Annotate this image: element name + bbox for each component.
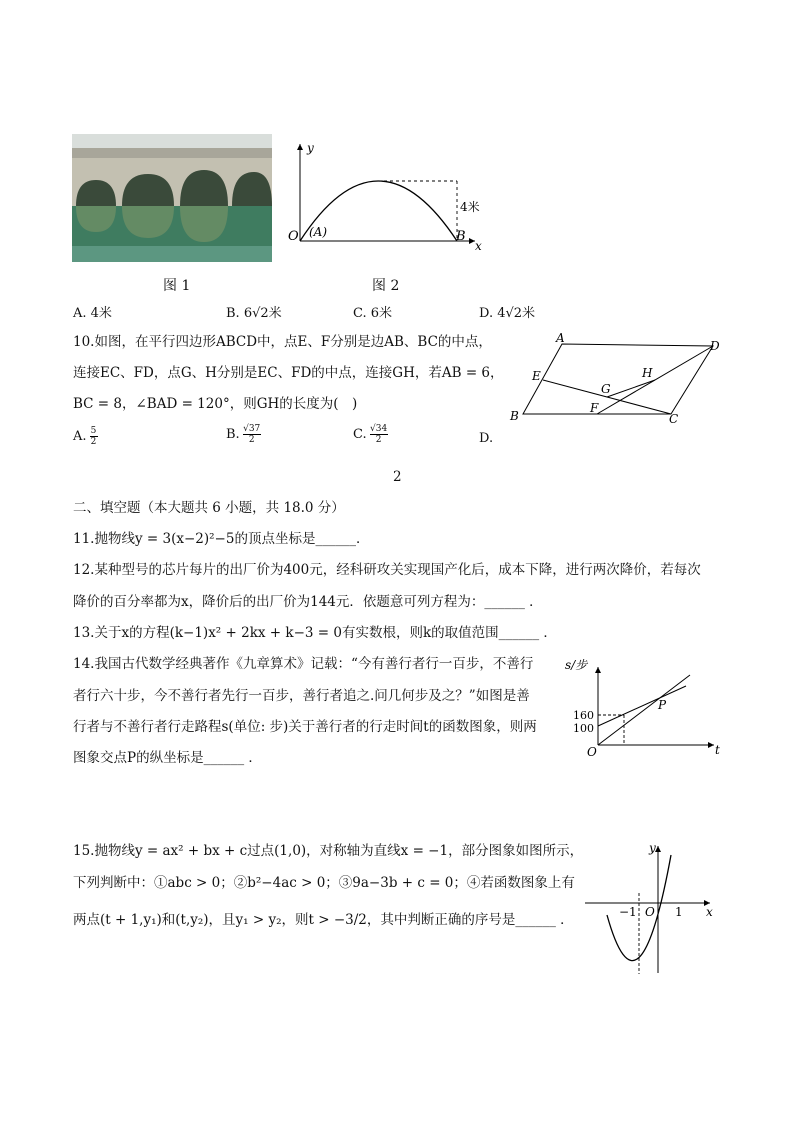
q15-parabola-graph (585, 838, 720, 978)
q14-origin-label: O (587, 745, 597, 759)
q9-option-d: D. 4√2米 (479, 306, 536, 321)
q10-option-b-num: √37 (243, 424, 261, 434)
fig2-height-label: 4米 (460, 200, 480, 214)
q14-distance-time-graph (562, 655, 727, 760)
q14-tick-160: 160 (573, 709, 594, 722)
q12-line-1: 12.某种型号的芯片每片的出厂价为400元，经科研攻关实现国产化后，成本下降，进行两次降价，若每次 (73, 562, 701, 578)
q9-option-c: C. 6米 (353, 306, 393, 321)
q10-line-1: 10.如图，在平行四边形ABCD中，点E、F分别是边AB、BC的中点， (73, 334, 492, 350)
q10-label-e: E (532, 369, 541, 383)
fig2-b-label: B (456, 229, 466, 244)
q14-line-3: 行者与不善行者行走路程s(单位: 步)关于善行者的行走时间t的函数图象，则两 (73, 719, 537, 735)
q15-tick-minus1: −1 (619, 905, 637, 919)
q12-line-2: 降价的百分率都为x，降价后的出厂价为144元．依题意可列方程为：______ ． (73, 594, 543, 610)
q10-label-c: C (669, 412, 679, 426)
fig2-origin-label: O (288, 229, 299, 244)
figure-1-caption: 图 1 (163, 278, 191, 294)
fig2-a-label: (A) (309, 225, 328, 239)
section-2-heading: 二、填空题（本大题共 6 小题，共 18.0 分） (73, 500, 345, 516)
q10-option-c-label: C. (353, 427, 367, 442)
q13-text: 13.关于x的方程(k−1)x² + 2kx + k−3 = 0有实数根，则k的取值范围______ ． (73, 625, 557, 641)
page-number: 2 (393, 469, 402, 485)
q10-label-f: F (590, 401, 599, 415)
q10-parallelogram-figure (505, 330, 730, 430)
q15-line-3: 两点(t + 1,y₁)和(t,y₂)，且y₁ > y₂，则t > −3/2，其中判断正确的序号是______ ． (73, 912, 574, 928)
q10-label-g: G (601, 382, 611, 396)
q15-line-1: 15.抛物线y = ax² + bx + c过点(1,0)，对称轴为直线x = −1，部分图象如图所示， (73, 843, 584, 859)
q10-line-2: 连接EC、FD，点G、H分别是EC、FD的中点，连接GH，若AB = 6， (73, 365, 504, 381)
q14-line-4: 图象交点P的纵坐标是______ ． (73, 750, 262, 766)
q10-line-3: BC = 8，∠BAD = 120°，则GH的长度为( ) (73, 396, 358, 412)
q10-option-d: D. (479, 431, 494, 446)
q10-label-h: H (642, 366, 653, 380)
q10-option-b-den: 2 (248, 435, 255, 445)
q15-y-axis-label: y (649, 841, 656, 855)
q10-label-d: D (710, 339, 720, 353)
q15-x-axis-label: x (706, 905, 713, 919)
q15-origin-label: O (645, 905, 655, 919)
q10-option-a-num: 5 (90, 426, 97, 436)
q10-option-b (226, 424, 261, 445)
bridge-photo (72, 134, 272, 262)
q10-option-c-den: 2 (375, 435, 382, 445)
bridge-illustration (72, 134, 272, 262)
q10-label-a: A (556, 331, 565, 345)
q10-option-a (73, 426, 98, 447)
q10-option-c (353, 424, 388, 445)
q14-line-1: 14.我国古代数学经典著作《九章算术》记载：“今有善行者行一百步，不善行 (73, 656, 534, 672)
q14-tick-100: 100 (573, 722, 594, 735)
figure-2-parabola (285, 138, 485, 253)
fig2-y-label: y (307, 141, 314, 155)
q10-option-b-label: B. (226, 427, 240, 442)
q11-text: 11.抛物线y = 3(x−2)²−5的顶点坐标是______． (73, 531, 370, 547)
q10-option-a-label: A. (73, 429, 87, 444)
q15-line-2: 下列判断中：①abc > 0；②b²−4ac > 0；③9a−3b + c = 0；④若函数图象上有 (73, 875, 575, 891)
q9-option-b: B. 6√2米 (226, 306, 282, 321)
q9-option-a: A. 4米 (73, 306, 112, 321)
q14-t-axis-label: t (715, 743, 720, 757)
q10-option-a-den: 2 (90, 437, 97, 447)
q10-label-b: B (510, 409, 519, 423)
q14-s-axis-label: s/步 (565, 658, 588, 672)
q14-line-2: 者行六十步，今不善行者先行一百步，善行者追之.问几何步及之？”如图是善 (73, 688, 530, 704)
q10-option-c-num: √34 (370, 424, 388, 434)
q15-tick-1: 1 (675, 905, 683, 919)
figure-2-caption: 图 2 (372, 278, 400, 294)
fig2-x-label: x (475, 239, 482, 253)
q14-p-label: P (658, 698, 667, 712)
